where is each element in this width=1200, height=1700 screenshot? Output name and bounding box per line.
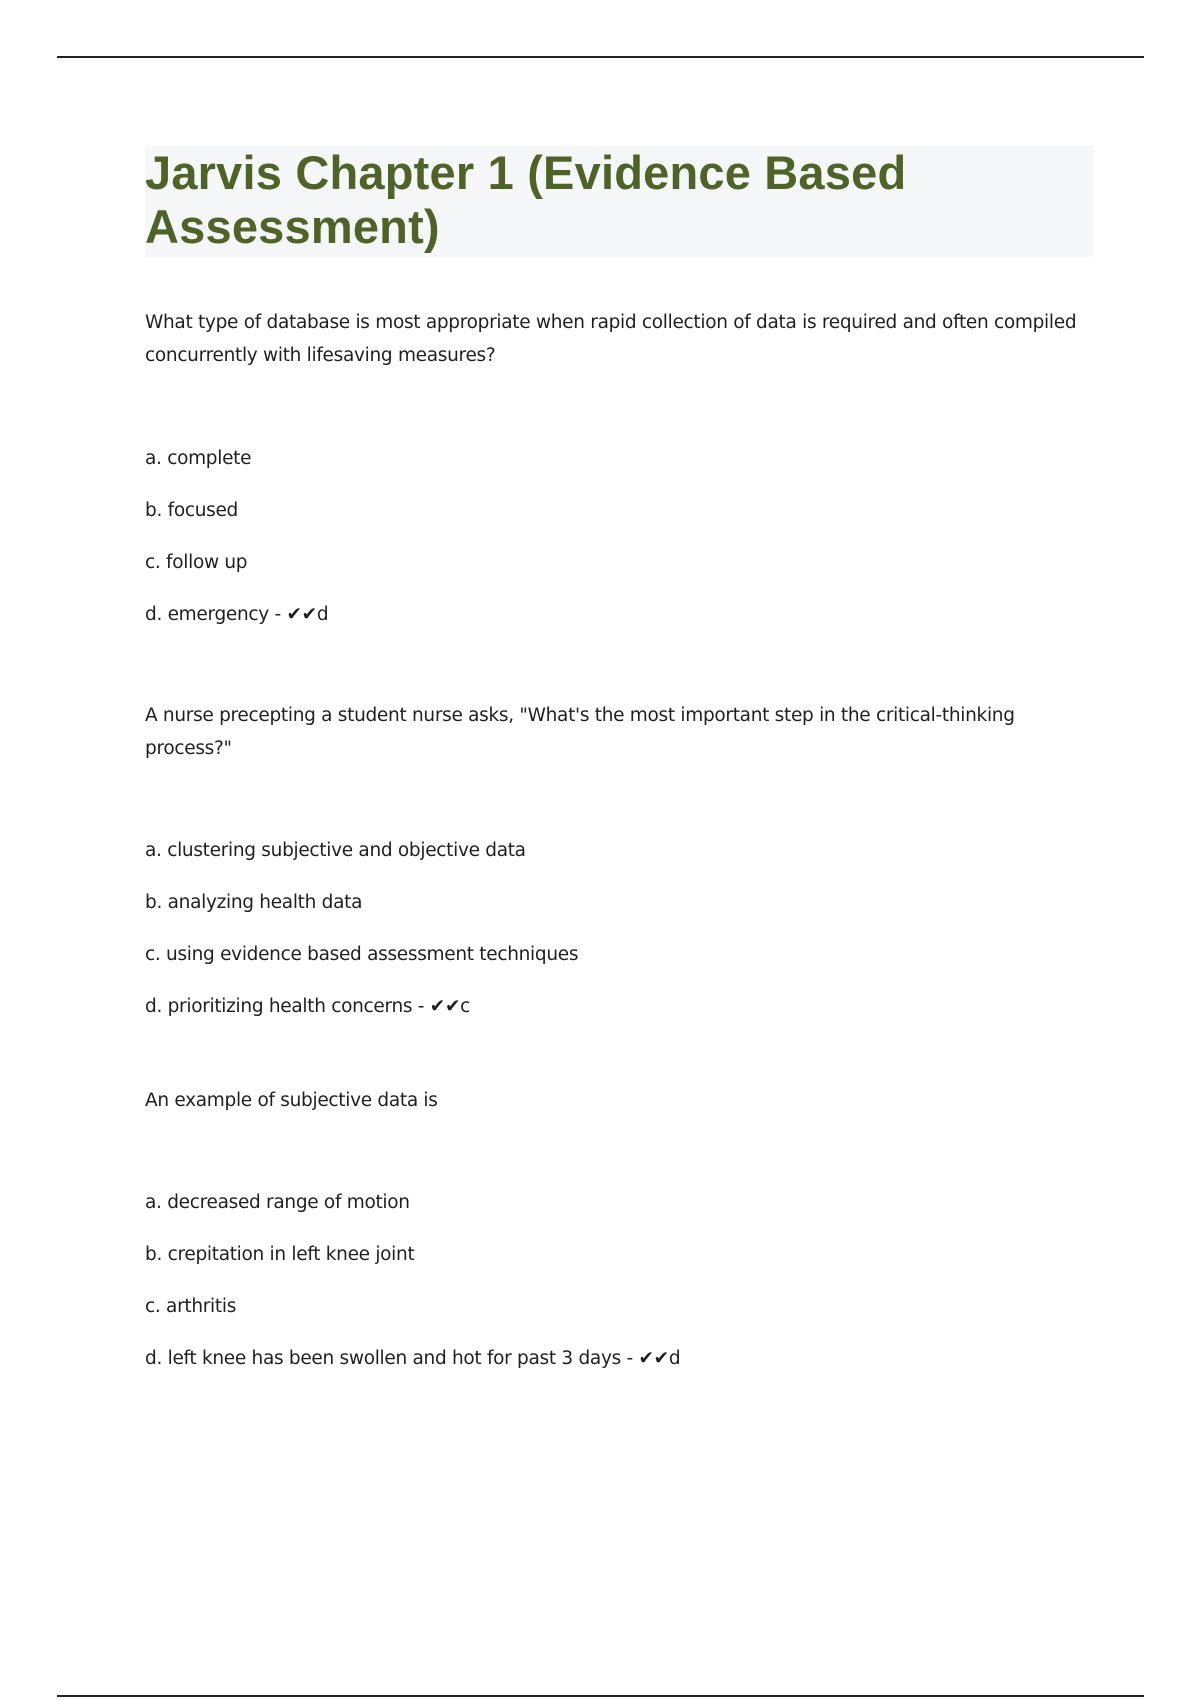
option-c: c. follow up [145, 552, 248, 573]
question-text: An example of subjective data is [145, 1090, 438, 1111]
option-d: d. prioritizing health concerns - ✔✔c [145, 996, 471, 1017]
option-a: a. complete [145, 448, 252, 469]
document-content [145, 146, 1093, 1369]
question-text: What type of database is most appropriate when rapid collection of data is required and often compiled concurrently with lifesaving measures? [145, 312, 1077, 366]
option-b: b. focused [145, 500, 238, 521]
option-b: b. analyzing health data [145, 892, 363, 913]
question-3 [145, 1084, 1093, 1382]
title-block [145, 146, 1093, 257]
option-b: b. crepitation in left knee joint [145, 1244, 415, 1265]
option-c: c. arthritis [145, 1296, 237, 1317]
answer-options [145, 1186, 1093, 1382]
question-1 [145, 306, 1093, 638]
answer-options [145, 442, 1093, 638]
page-top-rule [57, 56, 1144, 58]
question-2 [145, 699, 1093, 1030]
option-a: a. decreased range of motion [145, 1192, 410, 1213]
answer-options [145, 834, 1093, 1030]
page-bottom-rule [57, 1695, 1144, 1697]
option-d: d. emergency - ✔✔d [145, 604, 329, 625]
document-title: Jarvis Chapter 1 (Evidence Based Assessment) [145, 146, 907, 253]
option-d: d. left knee has been swollen and hot for past 3 days - ✔✔d [145, 1348, 681, 1369]
option-c: c. using evidence based assessment techniques [145, 944, 579, 965]
question-text: A nurse precepting a student nurse asks, "What's the most important step in the critical-thinking process?" [145, 705, 1015, 759]
option-a: a. clustering subjective and objective data [145, 840, 526, 861]
